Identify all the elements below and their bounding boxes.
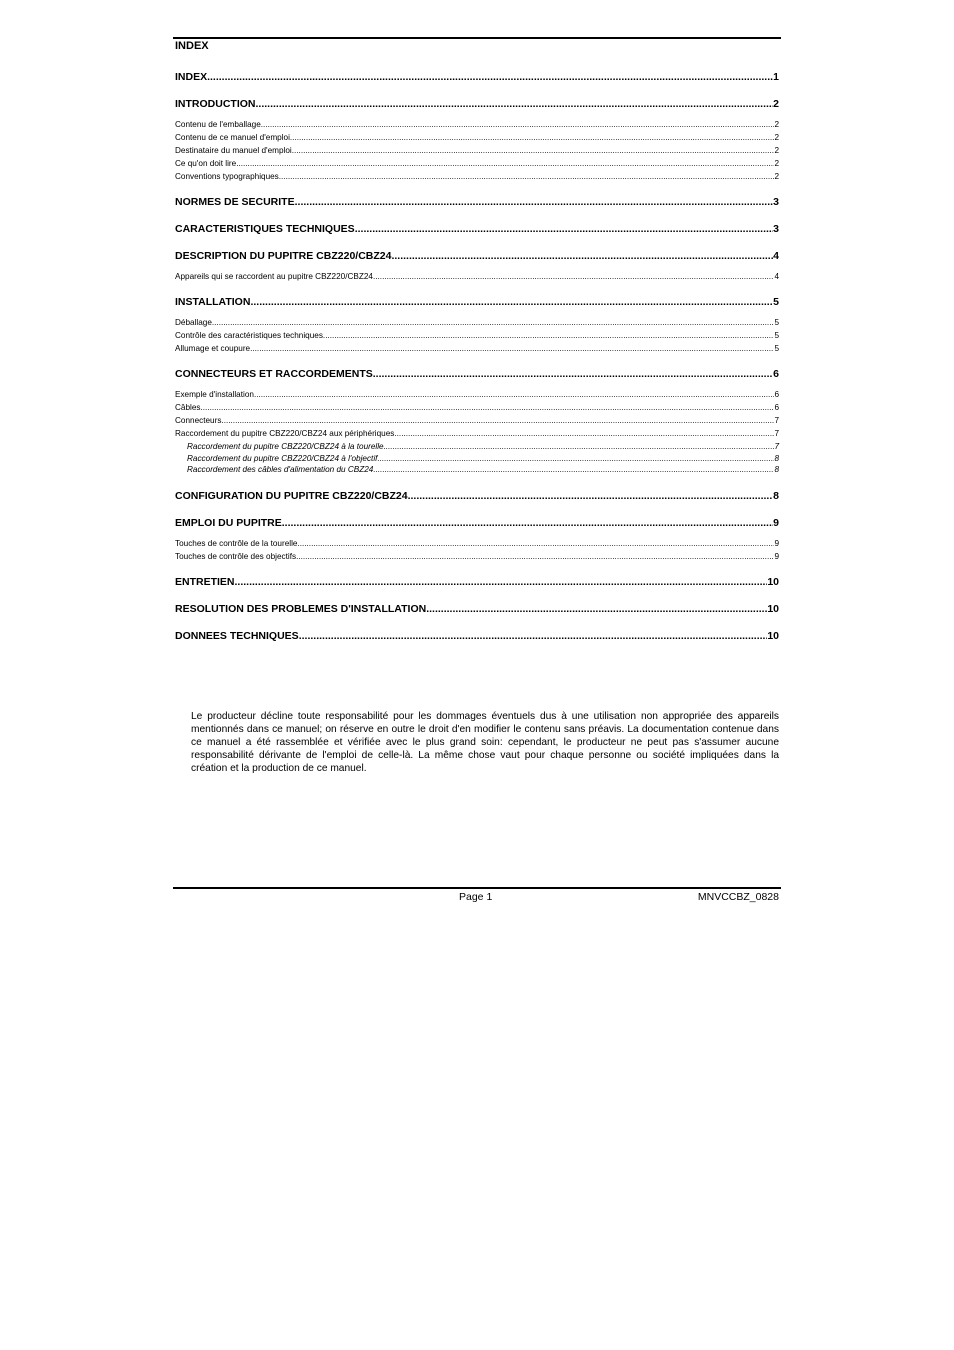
toc-entry-title: Touches de contrôle des objectifs: [175, 551, 297, 561]
dot-leader: [377, 453, 774, 465]
dot-leader: [207, 71, 773, 84]
toc-entry-title: Contenu de l'emballage: [175, 120, 261, 129]
dot-leader: [282, 517, 773, 530]
toc-entry[interactable]: [175, 490, 779, 503]
toc-entry-title: Raccordement du pupitre CBZ220/CBZ24 aux périphériques: [175, 429, 395, 438]
toc-entry-title: CARACTERISTIQUES TECHNIQUES: [175, 223, 355, 235]
toc-subsubentry[interactable]: [175, 441, 779, 453]
toc-page-number: 6: [773, 368, 779, 380]
dot-leader: [201, 402, 775, 413]
disclaimer-text: Le producteur décline toute responsabilité pour les dommages éventuels dus à une utilisation non appropriée des appareils mentionnés dans ce manuel; on réserve en outre le droit d'en modifier le contenu sans préavis. La documentation contenue dans ce manuel a été rassemblée et vérifiée avec le plus grand soin: cependant, le producteur ne peut pas s'assumer aucune responsabilité dérivante de l'emploi de celle-là. La même chose vaut pour chaque personne ou société impliquées dans la création et la production de ce manuel.: [191, 711, 779, 774]
toc-entry-title: ENTRETIEN: [175, 575, 235, 588]
toc-page-number: 2: [774, 120, 779, 129]
toc-entry[interactable]: [175, 223, 779, 236]
dot-leader: [290, 132, 775, 143]
toc-subentry[interactable]: [175, 551, 779, 562]
toc-entry-title: Destinataire du manuel d'emploi: [175, 146, 292, 155]
toc-entry-title: INDEX: [175, 71, 208, 83]
toc-entry-title: Contrôle des caractéristiques techniques: [175, 331, 323, 340]
toc-page-number: 5: [774, 344, 779, 353]
toc-entry-title: Appareils qui se raccordent au pupitre CBZ220/CBZ24: [175, 272, 373, 281]
toc-page-number: 7: [774, 429, 779, 438]
toc-page-number: 10: [767, 629, 779, 642]
toc-entry[interactable]: [175, 630, 779, 643]
dot-leader: [408, 490, 774, 503]
footer-rule: [173, 887, 781, 889]
toc-entry[interactable]: [175, 368, 779, 381]
toc-page-number: 5: [773, 296, 779, 308]
dot-leader: [355, 223, 773, 236]
dot-leader: [323, 330, 775, 341]
dot-leader: [250, 296, 773, 309]
toc-entry[interactable]: [175, 71, 779, 84]
toc-page-number: 10: [767, 575, 779, 588]
dot-leader: [394, 428, 774, 439]
toc-entry[interactable]: [175, 576, 779, 589]
toc-page-number: 4: [773, 250, 779, 262]
toc-entry-title: Touches de contrôle de la tourelle: [175, 538, 298, 548]
toc-page-number: 9: [773, 516, 779, 529]
page-number: Page 1: [459, 891, 493, 903]
toc-page-number: 5: [774, 331, 779, 340]
table-of-contents: [175, 71, 779, 645]
dot-leader: [261, 119, 775, 130]
toc-subentry[interactable]: [175, 538, 779, 549]
toc-page-number: 10: [767, 602, 779, 615]
toc-page-number: 5: [774, 318, 779, 327]
toc-page-number: 2: [774, 159, 779, 168]
dot-leader: [297, 538, 774, 549]
dot-leader: [296, 551, 774, 562]
toc-page-number: 3: [773, 223, 779, 235]
toc-page-number: 1: [773, 71, 779, 83]
toc-page-number: 4: [774, 272, 779, 281]
toc-subentry[interactable]: [175, 428, 779, 439]
dot-leader: [384, 441, 775, 453]
toc-entry-title: Conventions typographiques: [175, 172, 279, 181]
toc-subentry[interactable]: [175, 171, 779, 182]
toc-subentry[interactable]: [175, 415, 779, 426]
toc-subentry[interactable]: [175, 119, 779, 130]
toc-subsubentry[interactable]: [175, 464, 779, 476]
toc-subentry[interactable]: [175, 343, 779, 354]
toc-entry[interactable]: [175, 517, 779, 530]
toc-page-number: 6: [774, 403, 779, 412]
toc-entry-title: Allumage et coupure: [175, 344, 251, 353]
dot-leader: [279, 171, 775, 182]
toc-entry-title: Raccordement des câbles d'alimentation du CBZ24: [187, 465, 374, 474]
dot-leader: [292, 145, 775, 156]
toc-subentry[interactable]: [175, 145, 779, 156]
toc-entry[interactable]: [175, 196, 779, 209]
toc-entry-title: CONFIGURATION DU PUPITRE CBZ220/CBZ24: [175, 489, 408, 502]
toc-entry-title: Raccordement du pupitre CBZ220/CBZ24 à la tourelle: [187, 442, 384, 451]
toc-page-number: 2: [774, 146, 779, 155]
toc-page-number: 2: [774, 133, 779, 142]
dot-leader: [256, 98, 774, 111]
toc-page-number: 8: [774, 453, 779, 463]
dot-leader: [373, 464, 774, 476]
dot-leader: [426, 603, 767, 616]
toc-subentry[interactable]: [175, 330, 779, 341]
dot-leader: [212, 317, 775, 328]
toc-entry[interactable]: [175, 296, 779, 309]
toc-entry-title: DESCRIPTION DU PUPITRE CBZ220/CBZ24: [175, 250, 392, 262]
dot-leader: [254, 389, 775, 400]
toc-subentry[interactable]: [175, 389, 779, 400]
dot-leader: [391, 250, 773, 263]
toc-page-number: 3: [773, 196, 779, 208]
toc-page-number: 7: [774, 416, 779, 425]
dot-leader: [250, 343, 774, 354]
toc-entry-title: Ce qu'on doit lire: [175, 159, 237, 168]
toc-page-number: 2: [774, 172, 779, 181]
toc-entry-title: Raccordement du pupitre CBZ220/CBZ24 à l'objectif: [187, 453, 378, 463]
toc-subentry[interactable]: [175, 317, 779, 328]
toc-entry-title: EMPLOI DU PUPITRE: [175, 516, 282, 529]
dot-leader: [373, 368, 773, 381]
toc-entry-title: NORMES DE SECURITE: [175, 196, 295, 208]
toc-subentry[interactable]: [175, 132, 779, 143]
toc-subentry[interactable]: [175, 158, 779, 169]
header-title: INDEX: [175, 40, 209, 52]
toc-entry-title: DONNEES TECHNIQUES: [175, 629, 299, 642]
dot-leader: [373, 271, 774, 282]
dot-leader: [295, 196, 774, 209]
toc-entry[interactable]: [175, 603, 779, 616]
toc-page-number: 9: [774, 538, 779, 548]
toc-page-number: 9: [774, 551, 779, 561]
toc-entry-title: INSTALLATION: [175, 296, 251, 308]
header-rule: [173, 37, 781, 39]
toc-entry-title: Connecteurs: [175, 416, 222, 425]
toc-page-number: 2: [773, 98, 779, 110]
toc-entry-title: CONNECTEURS ET RACCORDEMENTS: [175, 368, 373, 380]
dot-leader: [221, 415, 774, 426]
toc-page-number: 7: [774, 442, 779, 451]
toc-entry-title: Contenu de ce manuel d'emploi: [175, 133, 290, 142]
toc-entry-title: RESOLUTION DES PROBLEMES D'INSTALLATION: [175, 602, 427, 615]
toc-entry[interactable]: [175, 250, 779, 263]
toc-subsubentry[interactable]: [175, 453, 779, 465]
toc-subentry[interactable]: [175, 271, 779, 282]
toc-entry-title: Déballage: [175, 318, 212, 327]
dot-leader: [235, 576, 768, 589]
dot-leader: [299, 630, 768, 643]
toc-entry[interactable]: [175, 98, 779, 111]
toc-page-number: 8: [773, 489, 779, 502]
toc-page-number: 8: [774, 465, 779, 474]
toc-entry-title: Câbles: [175, 403, 201, 412]
dot-leader: [236, 158, 774, 169]
toc-page-number: 6: [774, 390, 779, 399]
document-code: MNVCCBZ_0828: [697, 891, 779, 903]
toc-entry-title: INTRODUCTION: [175, 98, 256, 110]
toc-subentry[interactable]: [175, 402, 779, 413]
toc-entry-title: Exemple d'installation: [175, 390, 254, 399]
